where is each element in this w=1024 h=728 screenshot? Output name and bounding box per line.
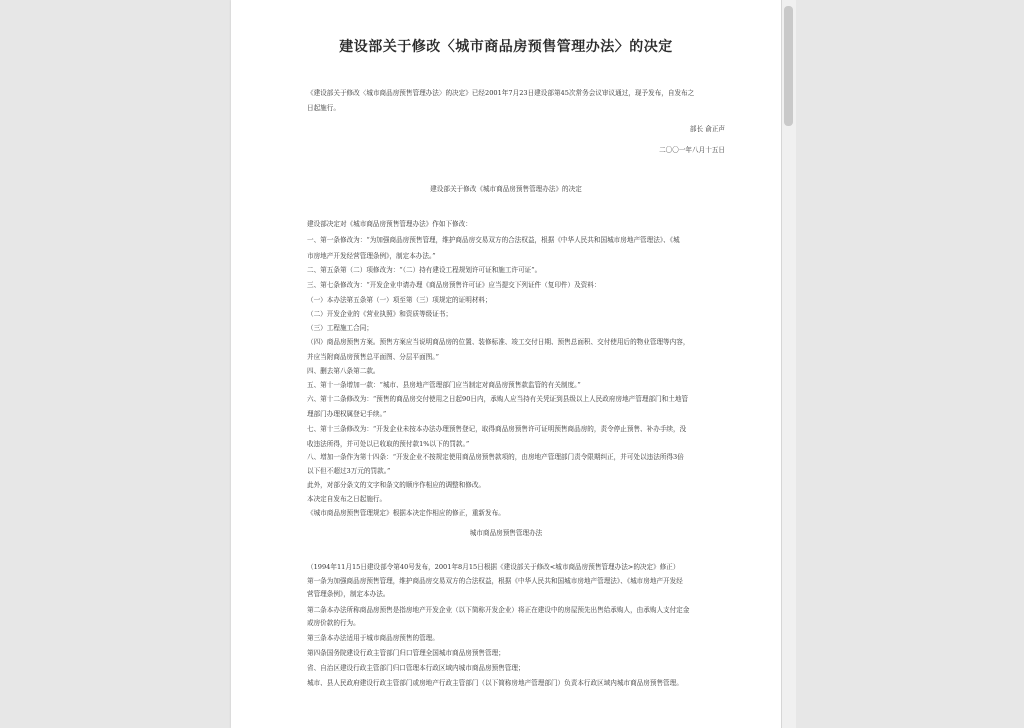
body-line: 此外，对部分条文的文字和条文的顺序作相应的调整和修改。 xyxy=(307,481,486,489)
document-title: 建设部关于修改〈城市商品房预售管理办法〉的决定 xyxy=(339,39,673,55)
document-page xyxy=(231,0,781,728)
appendix-line: 或房价款的行为。 xyxy=(307,619,360,627)
body-line: （一）本办法第五条第（一）项至第（三）项规定的证明材料； xyxy=(307,296,492,304)
appendix-line: 城市、县人民政府建设行政主管部门或房地产行政主管部门（以下简称房地产管理部门）负责本行政区域内城市商品房预售管理。 xyxy=(307,679,683,687)
body-line: 以下但不超过3万元的罚款。” xyxy=(307,467,391,475)
body-line: （四）商品房预售方案。预售方案应当说明商品房的位置、装修标准、竣工交付日期、预售总面积、交付使用后的物业管理等内容， xyxy=(307,338,690,346)
intro-line: 《建设部关于修改〈城市商品房预售管理办法〉的决定》已经2001年7月23日建设部第45次常务会议审议通过，现予发布，自发布之 xyxy=(307,89,695,97)
signature: 部长 俞正声 xyxy=(689,125,725,133)
section-title: 建设部关于修改《城市商品房预售管理办法》的决定 xyxy=(430,185,582,193)
vertical-scrollbar[interactable] xyxy=(781,0,796,728)
body-line: 四、删去第八条第二款。 xyxy=(307,367,380,375)
body-line: 七、第十三条修改为：“开发企业未按本办法办理预售登记，取得商品房预售许可证明预售商品房的，责令停止预售、补办手续，没 xyxy=(307,425,687,433)
body-line: 二、第五条第（二）项修改为：“（二）持有建设工程规划许可证和施工许可证”。 xyxy=(307,266,542,274)
appendix-line: 第二条本办法所称商品房预售是指房地产开发企业（以下简称开发企业）将正在建设中的房屋预先出售给承购人，由承购人支付定金 xyxy=(307,606,690,614)
body-line: 本决定自发布之日起施行。 xyxy=(307,495,387,503)
body-line: 并应当附商品房预售总平面图、分层平面图。” xyxy=(307,353,439,361)
scrollbar-thumb[interactable] xyxy=(784,6,793,126)
appendix-line: 省、自治区建设行政主管部门归口管理本行政区域内城市商品房预售管理； xyxy=(307,664,525,672)
body-line: 市房地产开发经营管理条例》，制定本办法。” xyxy=(307,252,436,260)
body-line: 三、第七条修改为：“开发企业申请办理《商品房预售许可证》应当提交下列证件（复印件）及资料： xyxy=(307,281,601,289)
appendix-line: 第三条本办法适用于城市商品房预售的管理。 xyxy=(307,634,439,642)
body-line: （二）开发企业的《营业执照》和资质等级证书； xyxy=(307,310,453,318)
appendix-title: 城市商品房预售管理办法 xyxy=(469,529,543,537)
body-line: 建设部决定对《城市商品房预售管理办法》作如下修改： xyxy=(307,220,472,228)
document-date: 二〇〇一年八月十五日 xyxy=(659,146,725,154)
body-line: 六、第十二条修改为：“预售的商品房交付使用之日起90日内，承购人应当持有关凭证到县级以上人民政府房地产管理部门和土地管 xyxy=(307,395,689,403)
appendix-line: 第四条国务院建设行政主管部门归口管理全国城市商品房预售管理； xyxy=(307,649,505,657)
appendix-line: 第一条为加强商品房预售管理，维护商品房交易双方的合法权益，根据《中华人民共和国城市房地产管理法》、《城市房地产开发经 xyxy=(307,577,683,585)
body-line: 八、增加一条作为第十四条：“开发企业不按规定使用商品房预售款项的，由房地产管理部门责令限期纠正，并可处以违法所得3倍 xyxy=(307,453,684,461)
body-line: （三）工程施工合同； xyxy=(307,324,373,332)
appendix-line: （1994年11月15日建设部令第40号发布，2001年8月15日根据《建设部关于修改<城市商品房预售管理办法>的决定》修正） xyxy=(307,563,680,571)
body-line: 一、第一条修改为：“为加强商品房预售管理，维护商品房交易双方的合法权益，根据《中华人民共和国城市房地产管理法》、《城 xyxy=(307,236,680,244)
body-line: 收违法所得，并可处以已收取的预付款1%以下的罚款。” xyxy=(307,440,470,448)
body-line: 《城市商品房预售管理规定》根据本决定作相应的修正，重新发布。 xyxy=(307,509,505,517)
intro-line: 日起施行。 xyxy=(307,104,340,112)
body-line: 五、第十一条增加一款：“城市、县房地产管理部门应当制定对商品房预售款监管的有关制度。” xyxy=(307,381,581,389)
body-line: 理部门办理权属登记手续。” xyxy=(307,410,387,418)
appendix-line: 营管理条例》，制定本办法。 xyxy=(307,590,390,598)
